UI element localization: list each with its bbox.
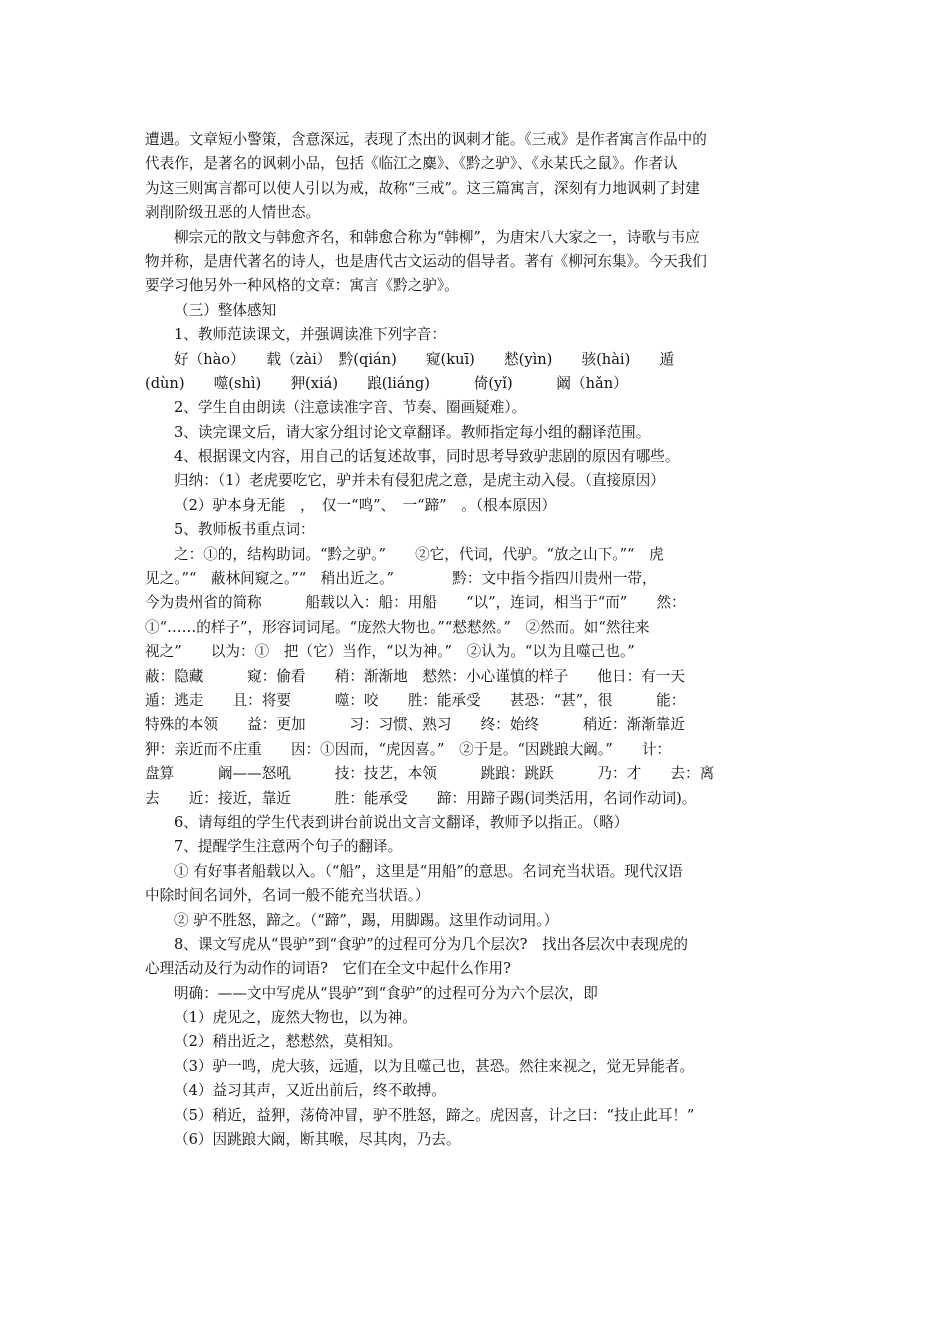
text-line: 4、根据课文内容，用自己的话复述故事，同时思考导致驴悲剧的原因有哪些。 — [174, 448, 680, 466]
text-line: 物并称，是唐代著名的诗人，也是唐代古文运动的倡导者。著有《柳河东集》。今天我们 — [145, 252, 707, 270]
text-line: （三）整体感知 — [174, 301, 277, 319]
text-line: ①“……的样子”，形容词词尾。“庞然大物也。”“慭慭然。” ②然而。如“然往来 — [145, 618, 650, 636]
text-line: 要学习他另外一种风格的文章：寓言《黔之驴》。 — [145, 277, 459, 295]
text-line: （6）因跳踉大阚，断其喉，尽其肉，乃去。 — [174, 1131, 461, 1149]
text-line: 视之” 以为：① 把（它）当作，“以为神。” ②认为。“以为且噬己也。” — [145, 643, 635, 661]
text-line: （5）稍近，益狎，荡倚冲冒，驴不胜怒，蹄之。虎因喜，计之曰：“技止此耳！” — [174, 1106, 695, 1124]
text-line: 去 近：接近，靠近 胜：能承受 蹄：用蹄子踢(词类活用，名词作动词)。 — [145, 789, 697, 807]
text-line: (dùn) 噬(shì) 狎(xiá) 踉(liáng) 倚(yǐ) 阚（hǎn） — [145, 374, 628, 392]
text-line: ② 驴不胜怒，蹄之。（“蹄”，踢，用脚踢。这里作动词用。） — [174, 911, 559, 929]
text-line: 6、请每组的学生代表到讲台前说出文言文翻译，教师予以指正。（略） — [174, 813, 629, 831]
text-line: 8、课文写虎从“畏驴”到“食驴”的过程可分为几个层次? 找出各层次中表现虎的 — [174, 935, 688, 953]
document-body — [145, 128, 805, 1152]
text-line: （2）驴本身无能 ， 仅一“鸣”、 一“蹄” 。（根本原因） — [174, 496, 557, 514]
text-line: （3）驴一鸣，虎大骇，远遁，以为且噬己也，甚恐。然往来视之，觉无异能者。 — [174, 1057, 695, 1075]
text-line: 蔽：隐藏 窥：偷看 稍：渐渐地 慭然：小心谨慎的样子 他日：有一天 — [145, 667, 685, 685]
text-line: 今为贵州省的简称 船载以入：船：用船 “以”，连词，相当于“而” 然： — [145, 594, 686, 612]
text-line: 明确：——文中写虎从“畏驴”到“食驴”的过程可分为六个层次，即 — [174, 984, 598, 1002]
text-line: 3、读完课文后，请大家分组讨论文章翻译。教师指定每小组的翻译范围。 — [174, 423, 651, 441]
text-line: 代表作，是著名的讽刺小品，包括《临江之麋》、《黔之驴》、《永某氏之鼠》。作者认 — [145, 155, 678, 173]
text-line: （1）虎见之，庞然大物也，以为神。 — [174, 1009, 417, 1027]
text-line: 2、学生自由朗读（注意读准字音、节奏、圈画疑难）。 — [174, 399, 527, 417]
text-line: 好（hào） 载（zài） 黔(qián) 窥(kuī) 慭(yìn) 骇(hài) 遁 — [174, 350, 675, 368]
text-line: 5、教师板书重点词： — [174, 521, 315, 539]
text-line: 7、提醒学生注意两个句子的翻译。 — [174, 838, 403, 856]
text-line: （2）稍出近之，慭慭然，莫相知。 — [174, 1033, 403, 1051]
text-line: 见之。”“ 蔽林间窥之。”“ 稍出近之。” 黔：文中指今指四川贵州一带， — [145, 570, 657, 588]
text-line: 狎：亲近而不庄重 因：①因而，“虎因喜。” ②于是。“因跳踉大阚。” 计： — [145, 740, 672, 758]
text-line: 遭遇。文章短小警策，含意深远，表现了杰出的讽刺才能。《三戒》是作者寓言作品中的 — [145, 131, 707, 148]
text-line: 盘算 阚——怒吼 技：技艺，本领 跳踉：跳跃 乃：才 去：离 — [145, 765, 715, 783]
text-line: 中除时间名词外，名词一般不能充当状语。） — [145, 887, 430, 905]
text-line: 剥削阶级丑恶的人情世态。 — [145, 204, 321, 222]
text-line: 归纳：（1）老虎要吃它，驴并未有侵犯虎之意，是虎主动入侵。（直接原因） — [174, 472, 665, 490]
text-line: 之：①的，结构助词。“黔之驴。” ②它，代词，代驴。“放之山下。”“ 虎 — [174, 545, 664, 563]
text-line: 1、教师范读课文，并强调读准下列字音： — [174, 326, 446, 344]
text-line: 遁：逃走 且：将要 噬：咬 胜：能承受 甚恐：“甚”，很 能： — [145, 691, 686, 709]
text-line: 为这三则寓言都可以使人引以为戒，故称“三戒”。这三篇寓言，深刻有力地讽刺了封建 — [145, 179, 700, 197]
text-line: 柳宗元的散文与韩愈齐名，和韩愈合称为“韩柳”，为唐宋八大家之一，诗歌与韦应 — [174, 228, 700, 246]
text-line: （4）益习其声，又近出前后，终不敢搏。 — [174, 1082, 446, 1100]
text-line: 心理活动及行为动作的词语? 它们在全文中起什么作用? — [145, 960, 511, 978]
text-line: 特殊的本领 益：更加 习：习惯、熟习 终：始终 稍近：渐渐靠近 — [145, 716, 685, 734]
text-line: ① 有好事者船载以入。（“船”，这里是“用船”的意思。名词充当状语。现代汉语 — [174, 862, 683, 880]
